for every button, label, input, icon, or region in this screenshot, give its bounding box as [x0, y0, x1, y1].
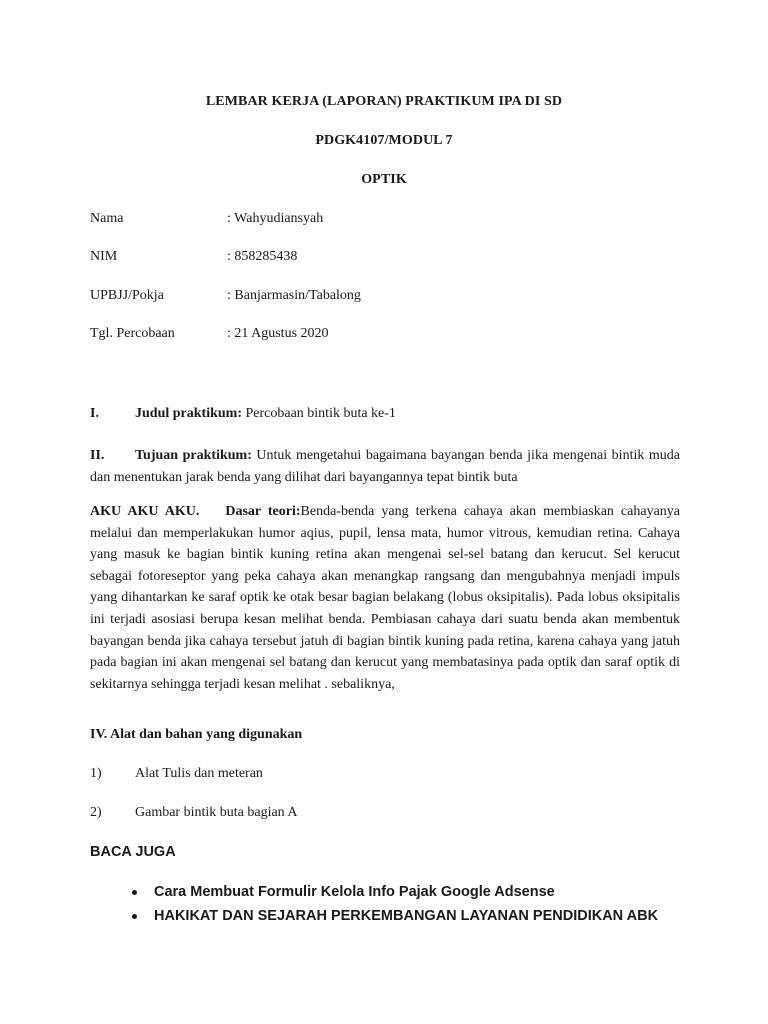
field-label-nim: NIM: [90, 249, 118, 264]
section-judul-body: [135, 406, 396, 422]
section-tujuan-text: Untuk mengetahui bagaimana bayangan benda jika mengenai bintik muda dan menentukan jarak benda yang dilihat dari bayangannya tepat bintik buta: [90, 448, 680, 485]
related-article-link[interactable]: HAKIKAT DAN SEJARAH PERKEMBANGAN LAYANAN PENDIDIKAN ABK: [154, 908, 659, 924]
section-number: II.: [90, 448, 105, 463]
field-tgl-percobaan: [90, 326, 690, 346]
field-nama: [90, 211, 690, 231]
baca-juga-heading: BACA JUGA: [90, 844, 176, 860]
list-item-text: Alat Tulis dan meteran: [135, 766, 263, 781]
field-value-tgl: : 21 Agustus 2020: [227, 326, 329, 341]
field-upbjj: [90, 288, 690, 308]
field-nim: [90, 249, 690, 269]
field-value-nim: : 858285438: [227, 249, 298, 264]
bullet-icon: [132, 890, 137, 895]
field-label-upbjj: UPBJJ/Pokja: [90, 288, 164, 303]
field-label-nama: Nama: [90, 211, 124, 226]
module-code: PDGK4107/MODUL 7: [315, 133, 453, 148]
section-alat-heading: IV. Alat dan bahan yang digunakan: [90, 727, 303, 742]
section-number: I.: [90, 406, 99, 421]
section-dasar-teori: [90, 501, 680, 695]
field-label-tgl: Tgl. Percobaan: [90, 326, 175, 341]
list-item-number: 2): [90, 805, 102, 820]
field-value-nama: : Wahyudiansyah: [227, 211, 324, 226]
document-title: LEMBAR KERJA (LAPORAN) PRAKTIKUM IPA DI SD: [205, 94, 563, 109]
list-item: [90, 766, 680, 786]
section-judul-text: Percobaan bintik buta ke-1: [241, 406, 396, 421]
list-item: [108, 904, 658, 928]
section-dasar-text: Benda-benda yang terkena cahaya akan membiaskan cahayanya melalui dan memperlakukan humor aqius, pupil, lensa mata, humor vitrous, kemudian retina. Cahaya yang masuk ke bagian bintik kuning retina akan mengenai sel-sel batang dan kerucut. Sel kerucut sebagai fotoreseptor yang peka cahaya akan menangkap rangsang dan mengubahnya menjadi impuls yang dihantarkan ke saraf optik ke otak besar bagian belakang (lobus oksipitalis). Pada lobus oksipitalis ini terjadi asosiasi berupa kesan melihat benda. Pembiasan cahaya dari suatu benda akan membentuk bayangan benda jika cahaya tersebut jatuh di bagian bintik kuning pada retina, karena cahaya yang jatuh pada bagian ini akan mengenai sel batang dan kerucut yang membatasinya pada optik dan saraf optik di sekitarnya sehingga terjadi kesan melihat . sebaliknya,: [90, 504, 680, 692]
field-value-upbjj: : Banjarmasin/Tabalong: [227, 288, 361, 303]
section-number: AKU AKU AKU.: [90, 504, 200, 519]
related-article-link[interactable]: Cara Membuat Formulir Kelola Info Pajak Google Adsense: [154, 884, 555, 900]
list-item-text: Gambar bintik buta bagian A: [135, 805, 298, 820]
baca-juga-list: [108, 880, 658, 928]
topic-title: OPTIK: [361, 172, 407, 187]
section-judul-label: Judul praktikum:: [135, 406, 242, 421]
bullet-icon: [132, 914, 137, 919]
list-item: [108, 880, 658, 904]
section-dasar-label: Dasar teori:: [225, 504, 301, 519]
list-item-number: 1): [90, 766, 102, 781]
list-item: [90, 805, 680, 825]
section-tujuan-label: Tujuan praktikum:: [135, 448, 252, 463]
section-tujuan: [90, 445, 680, 488]
